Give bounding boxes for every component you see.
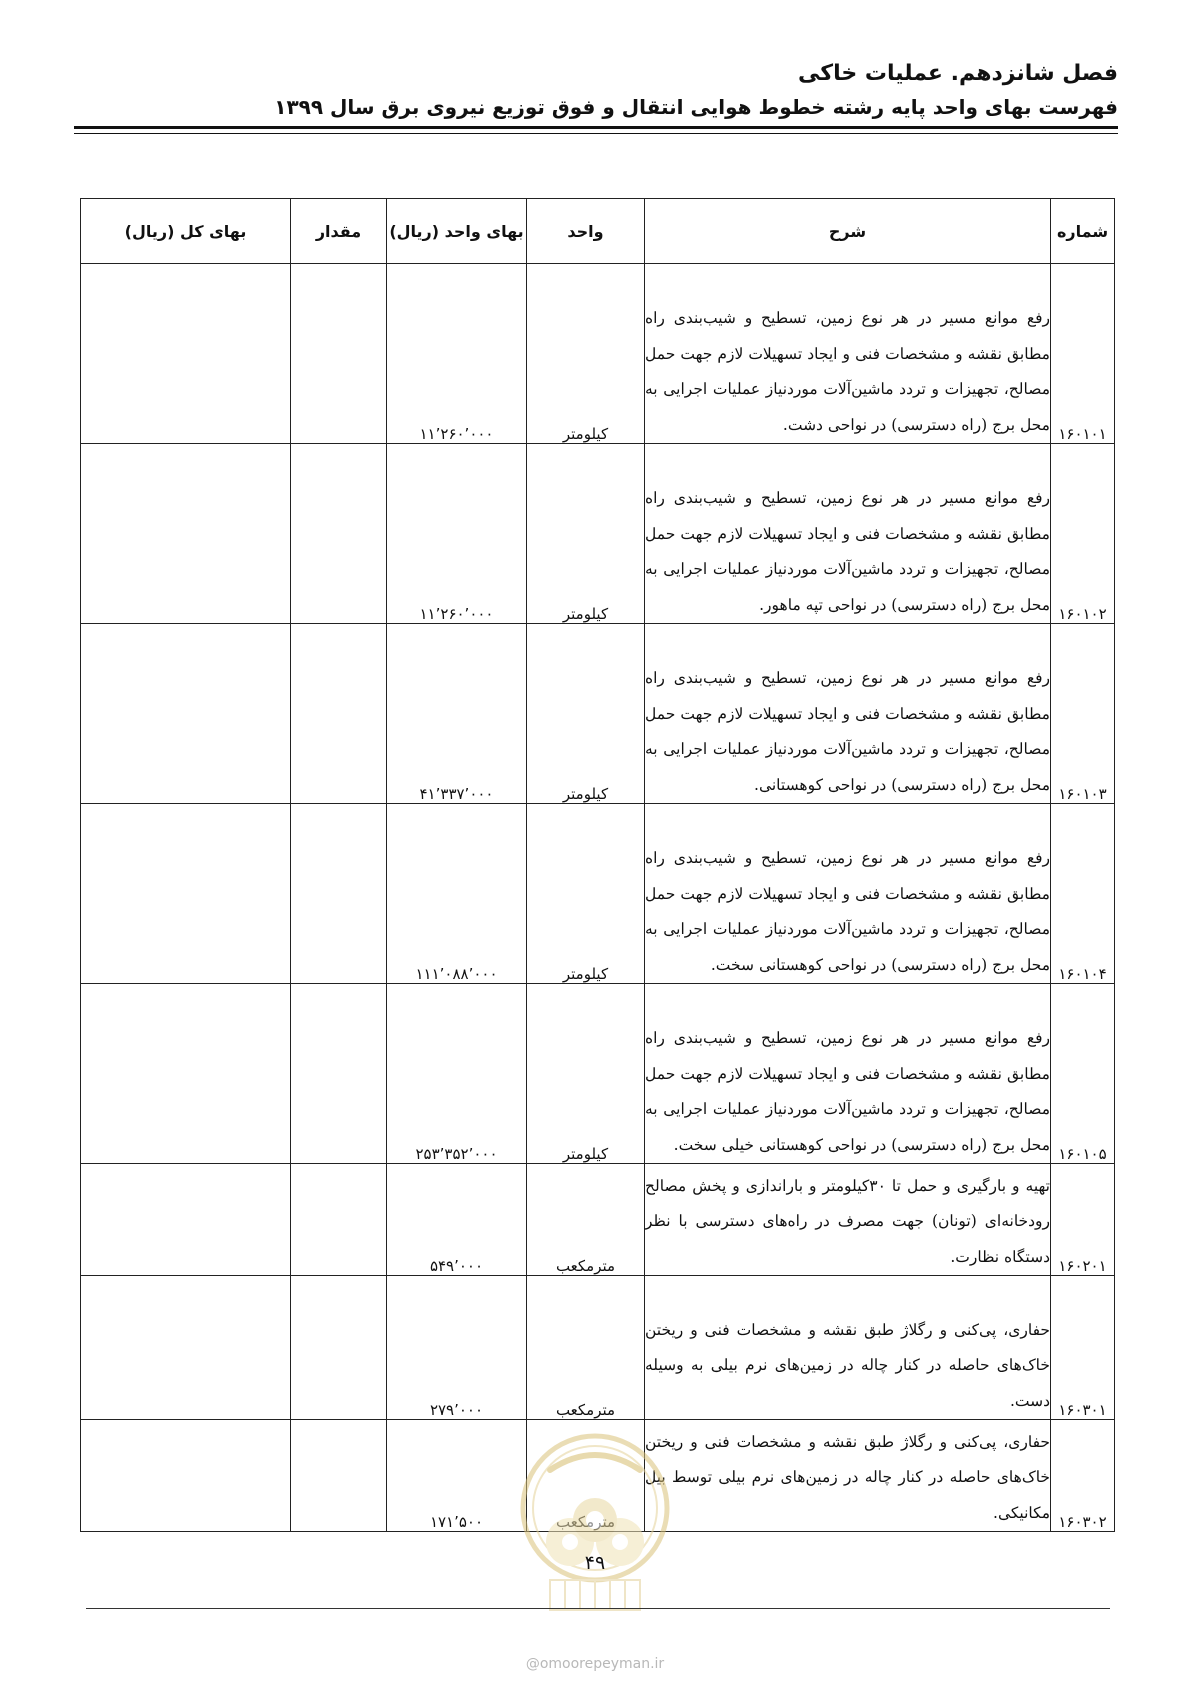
item-number: ۱۶۰۲۰۱ (1051, 1164, 1115, 1276)
item-number: ۱۶۰۳۰۲ (1051, 1420, 1115, 1532)
item-total-price (81, 444, 291, 624)
document-title: فهرست بهای واحد پایه رشته خطوط هوایی انتقال و فوق توزیع نیروی برق سال ۱۳۹۹ (274, 95, 1118, 119)
item-description: تهیه و بارگیری و حمل تا ۳۰کیلومتر و باراندازی و پخش مصالح رودخانه‌ای (تونان) جهت مصرف در راه‌های دسترسی با نظر دستگاه نظارت. (645, 1164, 1051, 1276)
item-description: رفع موانع مسیر در هر نوع زمین، تسطیح و شیب‌بندی راه مطابق نقشه و مشخصات فنی و ایجاد تسهیلات لازم جهت حمل مصالح، تجهیزات و تردد ماشین‌آلات موردنیاز عملیات اجرایی به محل برج (راه دسترسی) در نواحی کوهستانی سخت. (645, 804, 1051, 984)
item-quantity (291, 984, 387, 1164)
item-unit-price: ۱۱٬۲۶۰٬۰۰۰ (387, 444, 527, 624)
footer-divider (86, 1608, 1110, 1609)
item-number: ۱۶۰۳۰۱ (1051, 1276, 1115, 1420)
watermark-logo (510, 1430, 680, 1620)
item-number: ۱۶۰۱۰۵ (1051, 984, 1115, 1164)
page-header (72, 58, 1118, 124)
item-total-price (81, 1164, 291, 1276)
item-quantity (291, 624, 387, 804)
price-list-table (80, 198, 1115, 1532)
item-unit: کیلومتر (527, 984, 645, 1164)
item-unit-price: ۴۱٬۳۳۷٬۰۰۰ (387, 624, 527, 804)
item-number: ۱۶۰۱۰۲ (1051, 444, 1115, 624)
item-number: ۱۶۰۱۰۱ (1051, 264, 1115, 444)
item-unit: مترمکعب (527, 1164, 645, 1276)
item-unit-price: ۲۷۹٬۰۰۰ (387, 1276, 527, 1420)
table-row (81, 1164, 1115, 1276)
table-row (81, 444, 1115, 624)
item-unit: کیلومتر (527, 264, 645, 444)
item-unit-price: ۱۷۱٬۵۰۰ (387, 1420, 527, 1532)
item-total-price (81, 804, 291, 984)
item-unit: مترمکعب (527, 1276, 645, 1420)
column-header-number: شماره (1051, 199, 1115, 264)
table-row (81, 1276, 1115, 1420)
item-total-price (81, 1276, 291, 1420)
item-quantity (291, 804, 387, 984)
item-unit-price: ۲۵۳٬۳۵۲٬۰۰۰ (387, 984, 527, 1164)
item-quantity (291, 264, 387, 444)
item-unit-price: ۵۴۹٬۰۰۰ (387, 1164, 527, 1276)
table-header-row (81, 199, 1115, 264)
column-header-unit: واحد (527, 199, 645, 264)
item-total-price (81, 624, 291, 804)
header-divider-thick (74, 126, 1118, 129)
item-description: حفاری، پی‌کنی و رگلاژ طبق نقشه و مشخصات فنی و ریختن خاک‌های حاصله در کنار چاله در زمین‌های نرم بیلی به وسیله دست. (645, 1276, 1051, 1420)
item-total-price (81, 1420, 291, 1532)
item-description: رفع موانع مسیر در هر نوع زمین، تسطیح و شیب‌بندی راه مطابق نقشه و مشخصات فنی و ایجاد تسهیلات لازم جهت حمل مصالح، تجهیزات و تردد ماشین‌آلات موردنیاز عملیات اجرایی به محل برج (راه دسترسی) در نواحی کوهستانی. (645, 624, 1051, 804)
table-row (81, 624, 1115, 804)
item-unit-price: ۱۱۱٬۰۸۸٬۰۰۰ (387, 804, 527, 984)
item-quantity (291, 1420, 387, 1532)
item-quantity (291, 1164, 387, 1276)
item-unit: کیلومتر (527, 804, 645, 984)
item-total-price (81, 984, 291, 1164)
item-description: حفاری، پی‌کنی و رگلاژ طبق نقشه و مشخصات فنی و ریختن خاک‌های حاصله در کنار چاله در زمین‌های نرم بیلی توسط بیل مکانیکی. (645, 1420, 1051, 1532)
watermark-url: @omoorepeyman.ir (525, 1656, 665, 1672)
header-divider-thin (74, 133, 1118, 134)
item-unit-price: ۱۱٬۲۶۰٬۰۰۰ (387, 264, 527, 444)
item-description: رفع موانع مسیر در هر نوع زمین، تسطیح و شیب‌بندی راه مطابق نقشه و مشخصات فنی و ایجاد تسهیلات لازم جهت حمل مصالح، تجهیزات و تردد ماشین‌آلات موردنیاز عملیات اجرایی به محل برج (راه دسترسی) در نواحی تپه ماهور. (645, 444, 1051, 624)
item-quantity (291, 444, 387, 624)
column-header-description: شرح (645, 199, 1051, 264)
item-unit: کیلومتر (527, 444, 645, 624)
column-header-total-price: بهای کل (ریال) (81, 199, 291, 264)
item-description: رفع موانع مسیر در هر نوع زمین، تسطیح و شیب‌بندی راه مطابق نقشه و مشخصات فنی و ایجاد تسهیلات لازم جهت حمل مصالح، تجهیزات و تردد ماشین‌آلات موردنیاز عملیات اجرایی به محل برج (راه دسترسی) در نواحی دشت. (645, 264, 1051, 444)
table-row (81, 264, 1115, 444)
item-total-price (81, 264, 291, 444)
item-quantity (291, 1276, 387, 1420)
item-number: ۱۶۰۱۰۴ (1051, 804, 1115, 984)
item-unit: کیلومتر (527, 624, 645, 804)
page-number: ۴۹ (584, 1552, 606, 1574)
column-header-quantity: مقدار (291, 199, 387, 264)
chapter-title: فصل شانزدهم. عملیات خاکی (798, 61, 1118, 86)
item-description: رفع موانع مسیر در هر نوع زمین، تسطیح و شیب‌بندی راه مطابق نقشه و مشخصات فنی و ایجاد تسهیلات لازم جهت حمل مصالح، تجهیزات و تردد ماشین‌آلات موردنیاز عملیات اجرایی به محل برج (راه دسترسی) در نواحی کوهستانی خیلی سخت. (645, 984, 1051, 1164)
item-number: ۱۶۰۱۰۳ (1051, 624, 1115, 804)
table-row (81, 984, 1115, 1164)
table-row (81, 804, 1115, 984)
column-header-unit-price: بهای واحد (ریال) (387, 199, 527, 264)
